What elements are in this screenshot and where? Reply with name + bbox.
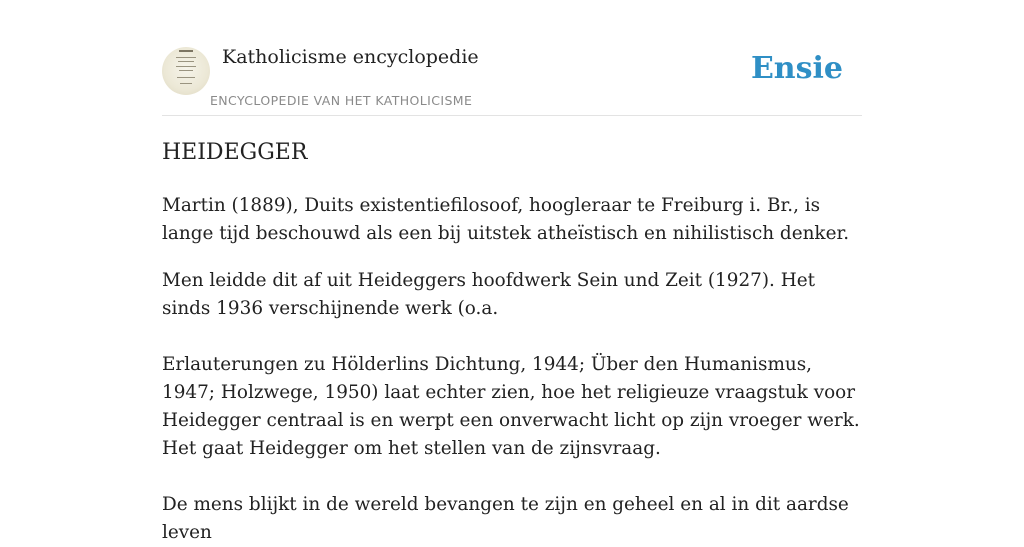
book-cover-icon[interactable]: [162, 47, 210, 95]
article-body: [162, 192, 862, 547]
article-paragraph: Martin (1889), Duits existentiefilosoof, hoogleraar te Freiburg i. Br., is lange tijd beschouwd als een bij uitstek atheïstisch en nihilistisch denker.: [162, 195, 850, 244]
ensie-logo-link[interactable]: Ensie: [750, 51, 843, 86]
article-paragraph: Erlauterungen zu Hölderlins Dichtung, 1944; Über den Humanismus, 1947; Holzwege, 1950) laat echter zien, hoe het religieuze vraagstuk voor Heidegger centraal is en werpt een onverwacht licht op zijn vroeger werk. Het gaat Heidegger om het stellen van de zijnsvraag.: [162, 354, 860, 459]
article-paragraph: Men leidde dit af uit Heideggers hoofdwerk Sein und Zeit (1927). Het sinds 1936 verschijnende werk (o.a.: [162, 270, 816, 319]
site-subtitle: ENCYCLOPEDIE VAN HET KATHOLICISME: [210, 93, 473, 108]
site-title[interactable]: Katholicisme encyclopedie: [222, 46, 479, 68]
page: [162, 0, 862, 543]
site-header: [162, 0, 862, 116]
article-title: HEIDEGGER: [162, 140, 308, 165]
article-paragraph: De mens blijkt in de wereld bevangen te zijn en geheel en al in dit aardse leven: [162, 494, 849, 543]
